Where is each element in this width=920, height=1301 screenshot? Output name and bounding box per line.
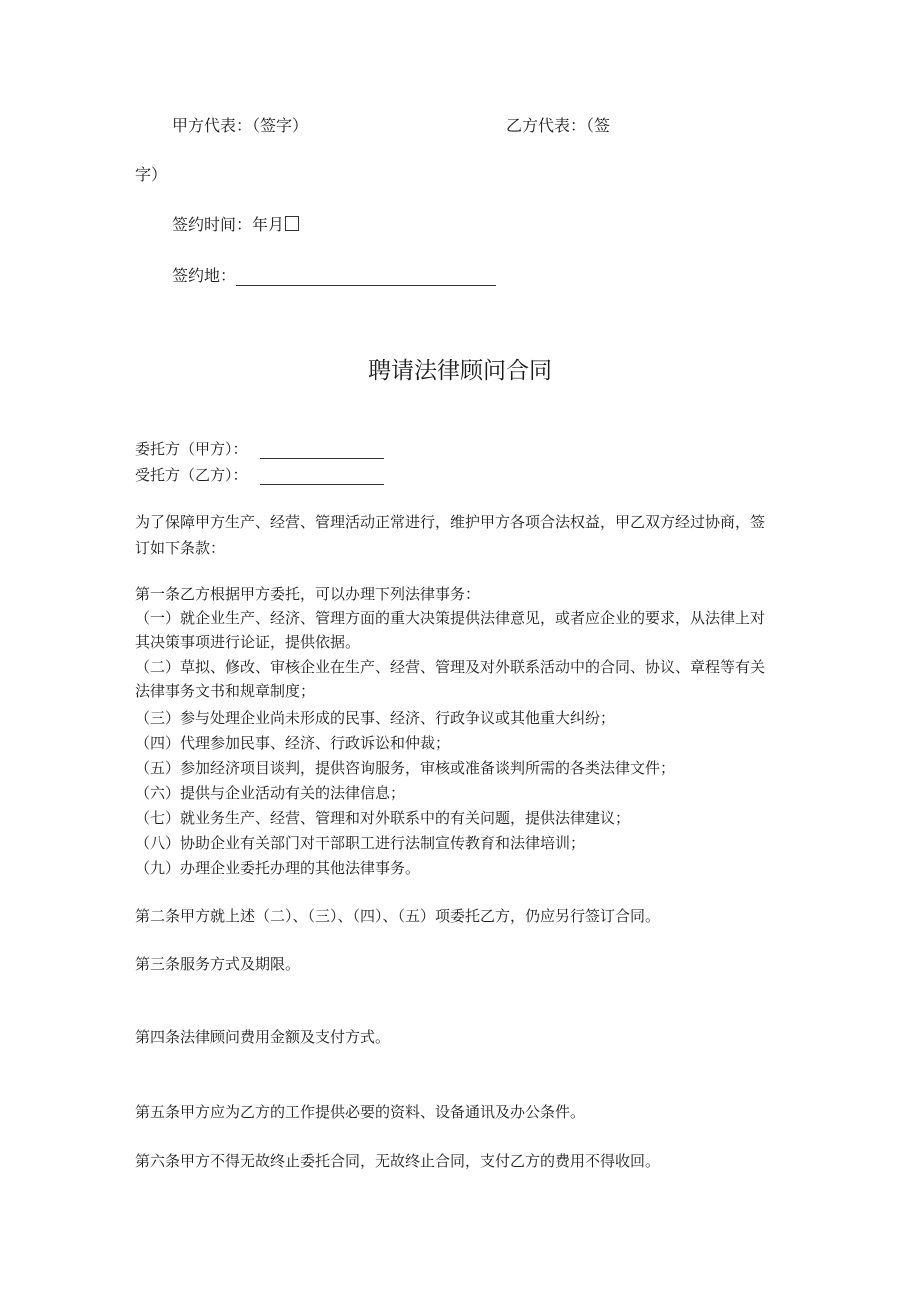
preamble-line-2: 订如下条款： [135, 539, 226, 557]
trustee-party-blank [260, 469, 384, 485]
article-1-item: （二）草拟、修改、审核企业在生产、经营、管理及对外联系活动中的合同、协议、章程等有关 [135, 658, 766, 676]
client-party-label: 委托方（甲方）： [135, 440, 248, 458]
trustee-party-label: 受托方（乙方）： [135, 466, 248, 484]
article-1-item: （一）就企业生产、经济、管理方面的重大决策提供法律意见，或者应企业的要求，从法律上对 [135, 609, 766, 627]
article-3: 第三条服务方式及期限。 [135, 955, 301, 973]
article-2: 第二条甲方就上述（二）、（三）、（四）、（五）项委托乙方，仍应另行签订合同。 [135, 907, 661, 925]
article-1-item: （八）协助企业有关部门对干部职工进行法制宣传教育和法律培训； [135, 834, 586, 852]
trustee-party [135, 465, 384, 485]
article-1-item: （九）办理企业委托办理的其他法律事务。 [135, 859, 421, 877]
client-party [135, 439, 384, 459]
article-1-item: （六）提供与企业活动有关的法律信息； [135, 784, 406, 802]
article-1-item: （三）参与处理企业尚未形成的民事、经济、行政争议或其他重大纠纷； [135, 709, 616, 727]
sign-time [172, 215, 299, 235]
article-1-item: 其决策事项进行论证，提供依据。 [135, 633, 361, 651]
article-6: 第六条甲方不得无故终止委托合同，无故终止合同，支付乙方的费用不得收回。 [135, 1152, 661, 1170]
article-5: 第五条甲方应为乙方的工作提供必要的资料、设备通讯及办公条件。 [135, 1103, 586, 1121]
article-1-heading: 第一条乙方根据甲方委托，可以办理下列法律事务： [135, 585, 481, 603]
sign-place [172, 266, 496, 286]
article-1-item: 法律事务文书和规章制度； [135, 682, 316, 700]
contract-title: 聘请法律顾问合同 [368, 358, 552, 384]
article-1-item: （五）参加经济项目谈判，提供咨询服务，审核或准备谈判所需的各类法律文件； [135, 759, 676, 777]
sign-place-label: 签约地： [172, 266, 237, 285]
preamble-line-1: 为了保障甲方生产、经营、管理活动正常进行，维护甲方各项合法权益，甲乙双方经过协商，签 [135, 513, 766, 531]
client-party-blank [260, 443, 384, 459]
article-4: 第四条法律顾问费用金额及支付方式。 [135, 1028, 391, 1046]
party-b-representative: 乙方代表：（签 [506, 116, 611, 135]
checkbox-placeholder-icon [285, 216, 299, 231]
party-b-representative-cont: 字） [135, 165, 168, 184]
party-a-representative: 甲方代表：（签字） [172, 116, 309, 135]
article-1-item: （四）代理参加民事、经济、行政诉讼和仲裁； [135, 734, 451, 752]
article-1-item: （七）就业务生产、经营、管理和对外联系中的有关问题，提供法律建议； [135, 809, 631, 827]
sign-place-blank [236, 270, 496, 286]
sign-time-label: 签约时间：年月 [172, 215, 285, 234]
